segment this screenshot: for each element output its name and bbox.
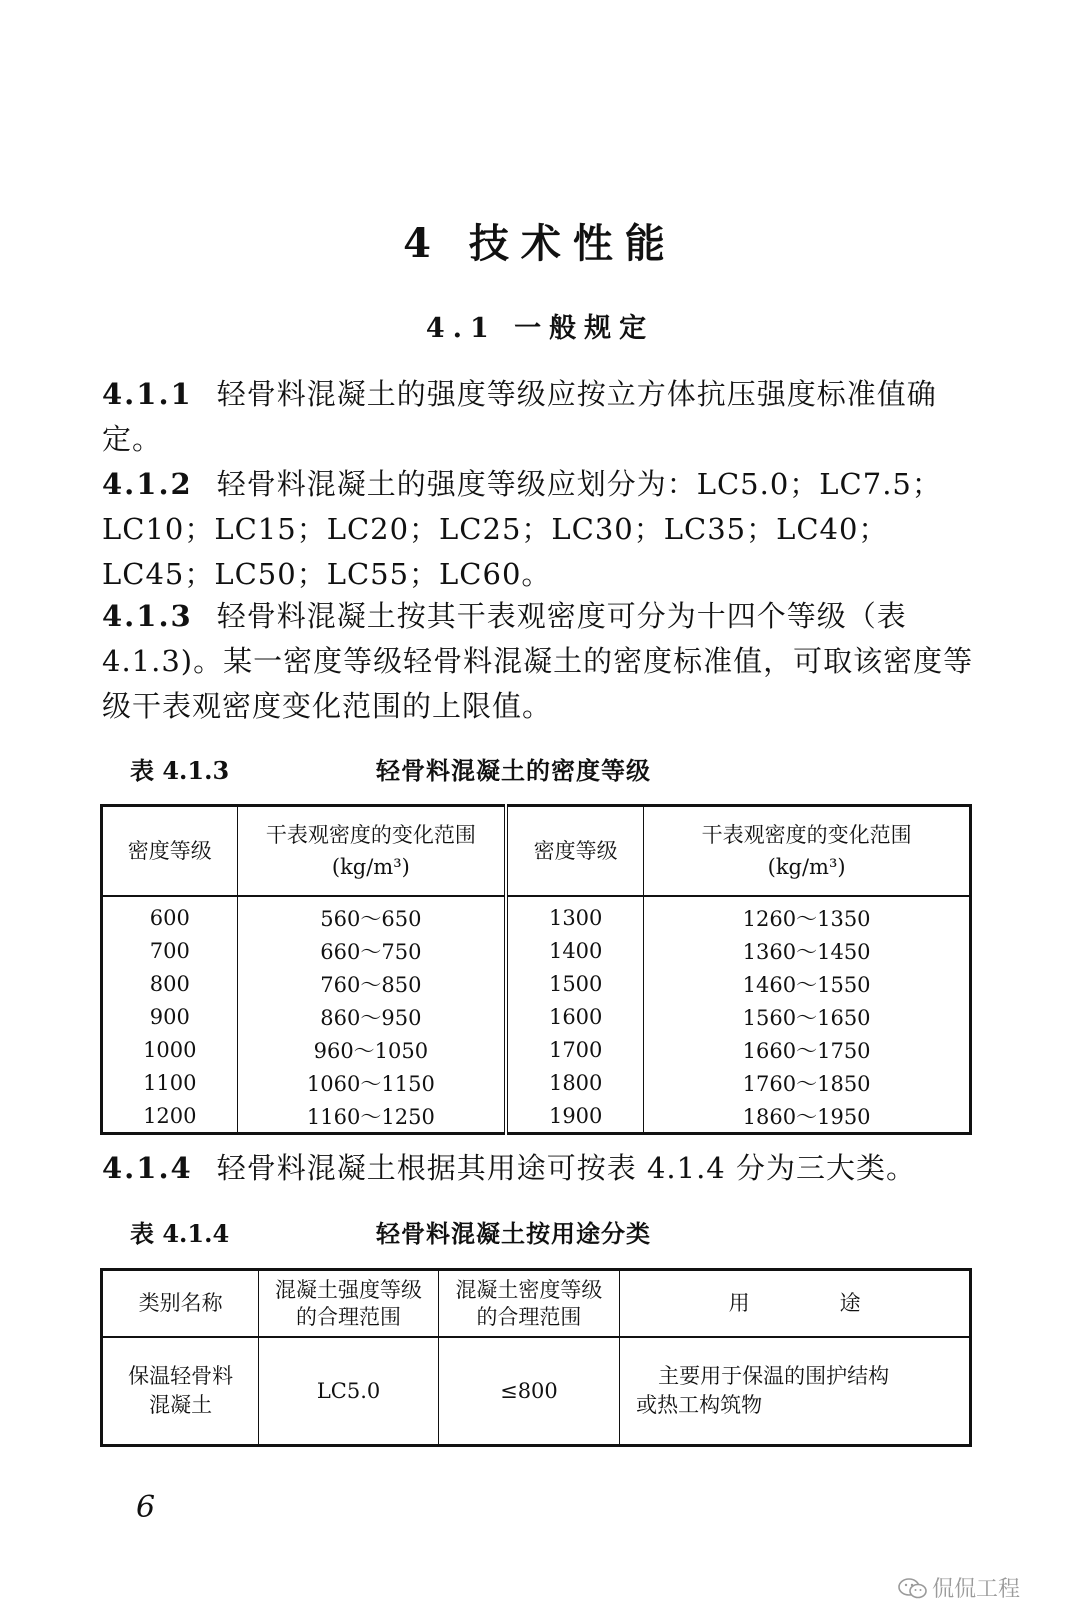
header-density-grade: 密度等级	[102, 806, 238, 897]
table-cell: 1200	[102, 1099, 238, 1134]
table-cell-category: 保温轻骨料 混凝土	[102, 1337, 259, 1446]
table-cell: 1160～1250	[237, 1099, 506, 1134]
table-cell: 1860～1950	[742, 1104, 871, 1129]
table-row	[102, 1033, 971, 1066]
table-title: 轻骨料混凝土的密度等级	[376, 756, 651, 785]
chapter-title: 4 技术性能	[403, 220, 677, 267]
table-cell: 1400	[506, 934, 644, 967]
clause-number: 4.1.4	[102, 1151, 193, 1185]
table-number: 表 4.1.4	[130, 1219, 230, 1248]
table-cell-strength: LC5.0	[259, 1337, 438, 1446]
header-density-range: 混凝土密度等级 的合理范围	[438, 1270, 619, 1338]
watermark-text: 侃侃工程	[932, 1577, 1021, 1602]
clause-4-1-1	[102, 372, 974, 462]
table-row	[102, 896, 971, 934]
header-density-range: 干表观密度的变化范围 (kg/m³)	[644, 806, 971, 897]
table-cell: 1900	[506, 1099, 644, 1134]
table-cell: 560～650	[237, 896, 506, 934]
clause-number: 4.1.2	[102, 467, 193, 501]
table-cell: 1300	[506, 896, 644, 934]
clause-4-1-3	[102, 594, 974, 729]
header-strength-range: 混凝土强度等级 的合理范围	[259, 1270, 438, 1338]
header-category: 类别名称	[102, 1270, 259, 1338]
table-header-row	[102, 1270, 971, 1338]
page-number: 6	[136, 1490, 156, 1525]
table-cell: 1660～1750	[742, 1038, 871, 1063]
table-cell: 700	[102, 934, 238, 967]
table-cell-use: 主要用于保温的围护结构 或热工构筑物	[620, 1337, 971, 1446]
table-row	[102, 934, 971, 967]
table-header-row	[102, 806, 971, 897]
table-4-1-3-caption	[130, 751, 970, 785]
table-cell: 960～1050	[237, 1033, 506, 1066]
clause-number: 4.1.1	[102, 377, 193, 411]
clause-text: 轻骨料混凝土的强度等级应按立方体抗压强度标准值确定。	[102, 377, 937, 456]
header-density-grade: 密度等级	[506, 806, 644, 897]
watermark	[898, 1572, 1020, 1603]
section-title: 4.1 一般规定	[425, 313, 655, 344]
table-row	[102, 1066, 971, 1099]
clause-4-1-4	[102, 1146, 974, 1191]
table-row	[102, 1000, 971, 1033]
table-cell: 1060～1150	[237, 1066, 506, 1099]
clause-4-1-2	[102, 462, 974, 597]
density-grade-table	[100, 804, 972, 1135]
wechat-icon	[898, 1578, 928, 1600]
table-cell: 660～750	[237, 934, 506, 967]
table-cell: 760～850	[237, 967, 506, 1000]
clause-text: 轻骨料混凝土按其干表观密度可分为十四个等级（表4.1.3)。某一密度等级轻骨料混凝土的密度标准值，可取该密度等级干表观密度变化范围的上限值。	[102, 599, 974, 723]
header-density-range: 干表观密度的变化范围 (kg/m³)	[237, 806, 506, 897]
table-cell: 1760～1850	[742, 1071, 871, 1096]
table-cell: 860～950	[237, 1000, 506, 1033]
table-cell: 1260～1350	[742, 906, 871, 931]
table-number: 表 4.1.3	[130, 756, 230, 785]
table-cell: 1360～1450	[742, 939, 871, 964]
table-cell: 1460～1550	[742, 972, 871, 997]
table-cell: 1600	[506, 1000, 644, 1033]
table-cell: 1500	[506, 967, 644, 1000]
table-cell: 1800	[506, 1066, 644, 1099]
table-cell: 1560～1650	[742, 1005, 871, 1030]
table-row	[102, 1099, 971, 1134]
table-cell: 1700	[506, 1033, 644, 1066]
clause-text: 轻骨料混凝土根据其用途可按表 4.1.4 分为三大类。	[216, 1151, 916, 1185]
header-use: 用 途	[620, 1270, 971, 1338]
clause-text: 轻骨料混凝土的强度等级应划分为：LC5.0；LC7.5；LC10；LC15；LC20；LC25；LC30；LC35；LC40；LC45；LC50；LC55；LC60。	[102, 467, 942, 591]
table-row	[102, 967, 971, 1000]
table-cell: 600	[102, 896, 238, 934]
table-cell: 1100	[102, 1066, 238, 1099]
table-row	[102, 1337, 971, 1446]
table-cell: 1000	[102, 1033, 238, 1066]
table-cell: 900	[102, 1000, 238, 1033]
table-cell: 800	[102, 967, 238, 1000]
usage-class-table	[100, 1268, 972, 1447]
table-4-1-4-caption	[130, 1214, 970, 1248]
clause-number: 4.1.3	[102, 599, 193, 633]
table-title: 轻骨料混凝土按用途分类	[376, 1219, 651, 1248]
table-cell-density: ≤800	[438, 1337, 619, 1446]
